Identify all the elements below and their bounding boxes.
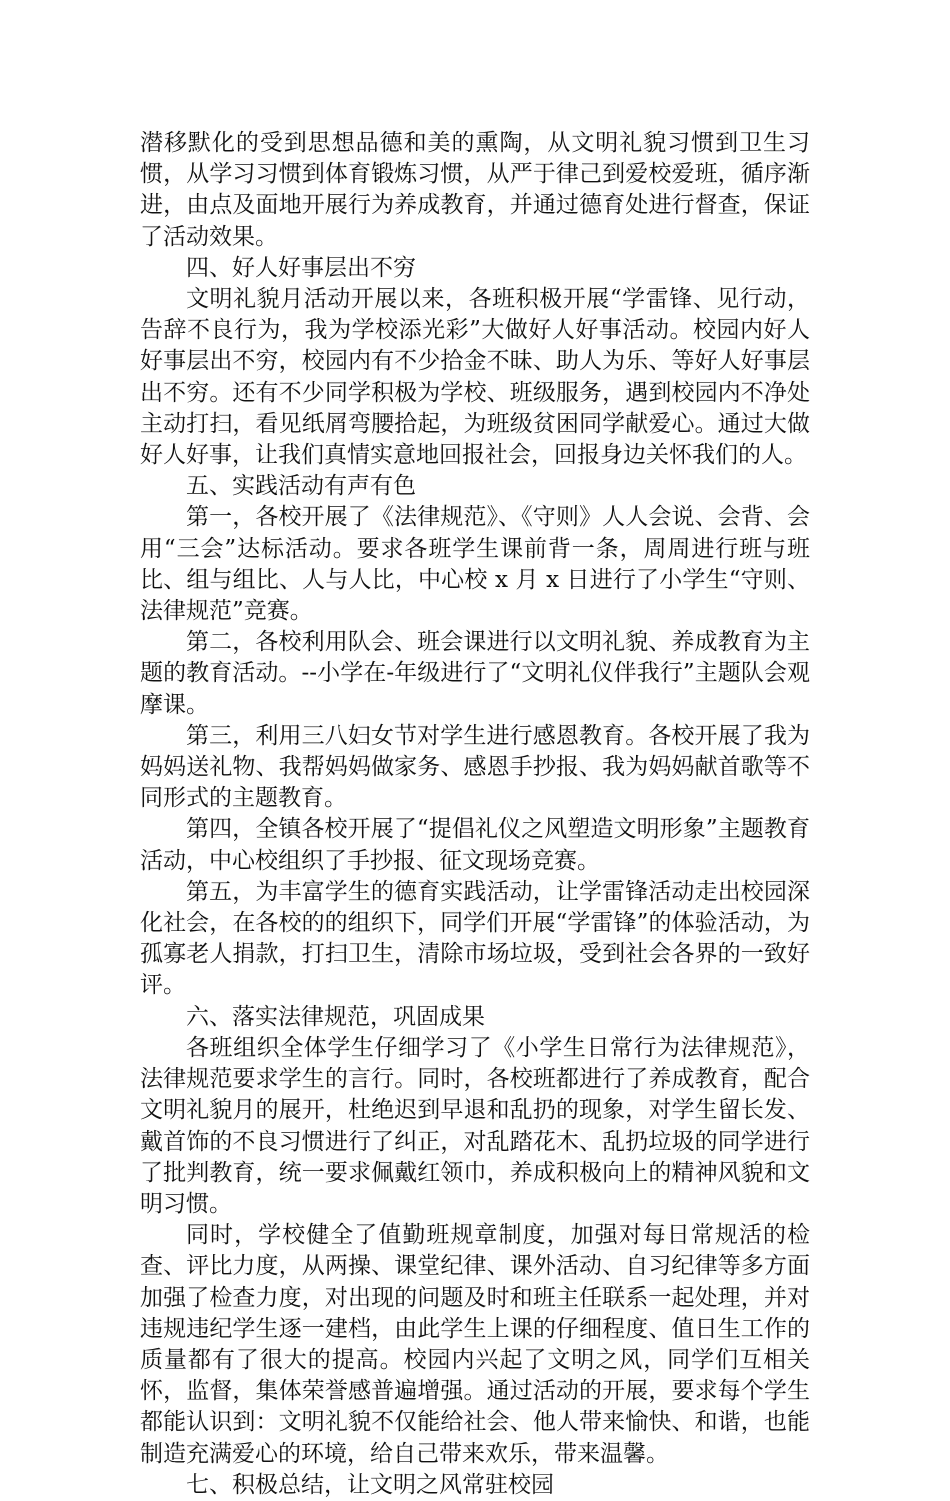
- paragraph: 第一，各校开展了《法律规范》、《守则》人人会说、会背、会用“三会”达标活动。要求各班学生课前背一条，周周进行班与班比、组与组比、人与人比，中心校 x 月 x 日进行了小学生“守则、法律规范”竞赛。: [140, 504, 810, 625]
- paragraph: 各班组织全体学生仔细学习了《小学生日常行为法律规范》，法律规范要求学生的言行。同时，各校班都进行了养成教育，配合文明礼貌月的展开，杜绝迟到早退和乱扔的现象，对学生留长发、戴首饰的不良习惯进行了纠正，对乱踏花木、乱扔垃圾的同学进行了批判教育，统一要求佩戴红领巾，养成积极向上的精神风貌和文明习惯。: [140, 1034, 810, 1217]
- paragraph: 文明礼貌月活动开展以来，各班积极开展“学雷锋、见行动，告辞不良行为，我为学校添光彩”大做好人好事活动。校园内好人好事层出不穷，校园内有不少拾金不昧、助人为乐、等好人好事层出不穷。还有不少同学积极为学校、班级服务，遇到校园内不净处主动打扫，看见纸屑弯腰拾起，为班级贫困同学献爱心。通过大做好人好事，让我们真情实意地回报社会，回报身边关怀我们的人。: [140, 286, 810, 469]
- paragraph-continued: 潜移默化的受到思想品德和美的熏陶，从文明礼貌习惯到卫生习惯，从学习习惯到体育锻炼习惯，从严于律己到爱校爱班，循序渐进，由点及面地开展行为养成教育，并通过德育处进行督查，保证了活动效果。: [140, 130, 810, 250]
- document-page: [140, 128, 810, 1501]
- section-heading-4: 四、好人好事层出不穷: [186, 254, 416, 281]
- paragraph: 第二，各校利用队会、班会课进行以文明礼貌、养成教育为主题的教育活动。--小学在-年级进行了“文明礼仪伴我行”主题队会观摩课。: [140, 629, 810, 718]
- paragraph: 第四，全镇各校开展了“提倡礼仪之风塑造文明形象”主题教育活动，中心校组织了手抄报、征文现场竞赛。: [140, 816, 810, 874]
- paragraph: 同时，学校健全了值勤班规章制度，加强对每日常规活的检查、评比力度，从两操、课堂纪律、课外活动、自习纪律等多方面加强了检查力度，对出现的问题及时和班主任联系一起处理，并对违规违纪学生逐一建档，由此学生上课的仔细程度、值日生工作的质量都有了很大的提高。校园内兴起了文明之风，同学们互相关怀，监督，集体荣誉感普遍增强。通过活动的开展，要求每个学生都能认识到：文明礼貌不仅能给社会、他人带来愉快、和谐，也能制造充满爱心的环境，给自己带来欢乐，带来温馨。: [140, 1222, 810, 1467]
- paragraph: 第五，为丰富学生的德育实践活动，让学雷锋活动走出校园深化社会，在各校的的组织下，同学们开展“学雷锋”的体验活动，为孤寡老人捐款，打扫卫生，清除市场垃圾，受到社会各界的一致好评。: [140, 878, 810, 999]
- paragraph: 第三，利用三八妇女节对学生进行感恩教育。各校开展了我为妈妈送礼物、我帮妈妈做家务、感恩手抄报、我为妈妈献首歌等不同形式的主题教育。: [140, 722, 810, 812]
- section-heading-6: 六、落实法律规范，巩固成果: [186, 1003, 485, 1030]
- section-heading-7: 七、积极总结，让文明之风常驻校园: [186, 1471, 554, 1498]
- section-heading-5: 五、实践活动有声有色: [186, 473, 416, 500]
